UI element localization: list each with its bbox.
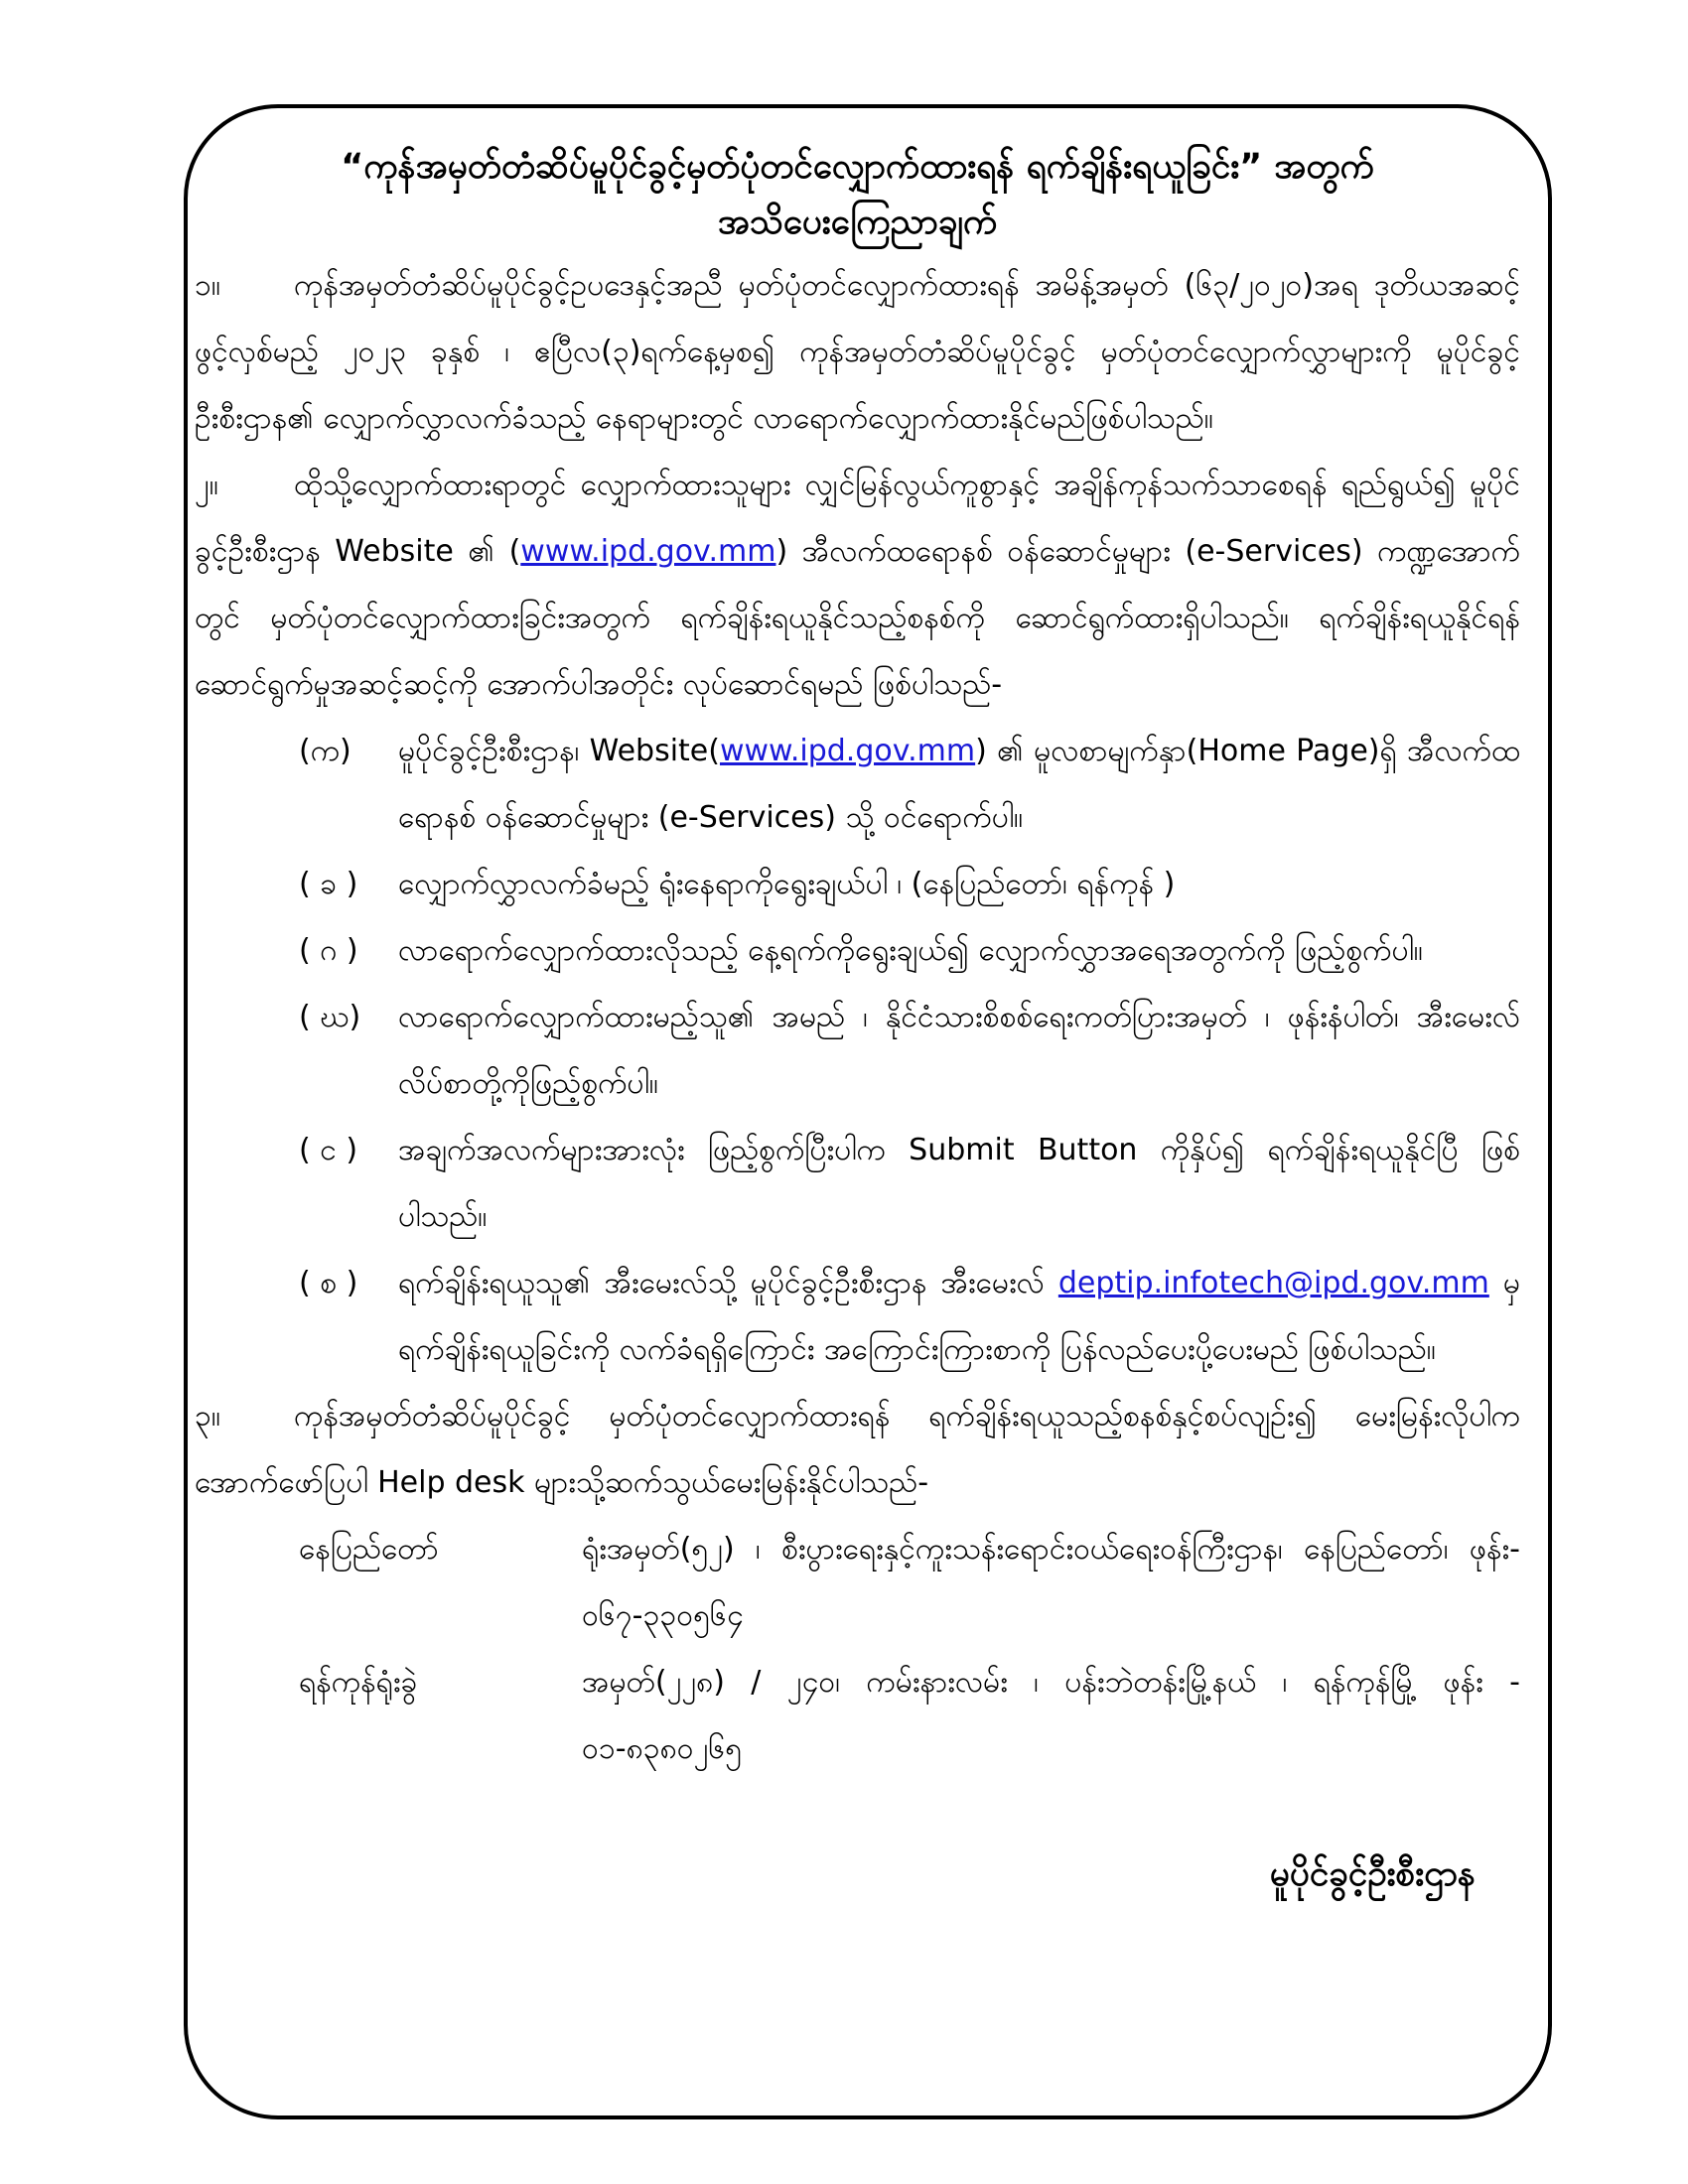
paragraph-2 <box>195 452 1520 718</box>
paragraph-3 <box>195 1383 1520 1516</box>
paragraph-text: ကုန်အမှတ်တံဆိပ်မူပိုင်ခွင့် မှတ်ပုံတင်လျှောက်ထားရန် ရက်ချိန်းရယူသည့်စနစ်နှင့်စပ်လျဉ်း၍ မေးမြန်းလိုပါက အောက်ဖော်ပြပါ Help desk များသို့ဆက်သွယ်မေးမြန်းနိုင်ပါသည်- <box>195 1399 1520 1500</box>
step-text: လျှောက်လွှာလက်ခံမည့် ရုံးနေရာကိုရွေးချယ်ပါ ၊ (နေပြည်တော်၊ ရန်ကုန် ) <box>398 867 1176 901</box>
step-marker: ( ဃ) <box>299 1000 361 1034</box>
paragraph-number: ၂။ <box>195 468 218 502</box>
website-link[interactable]: www.ipd.gov.mm <box>520 534 776 569</box>
step-marker: ( ဂ ) <box>299 933 358 968</box>
step-ga <box>299 917 1520 984</box>
step-text-part: ) ၏ မူလစာမျက်နှာ(Home Page)ရှိ အီလက်ထရောနစ် ဝန်ဆောင်မှုများ (e-Services) သို့ ဝင်ရောက်ပါ။ <box>398 734 1521 835</box>
step-text-part: ရက်ချိန်းရယူသူ၏ အီးမေးလ်သို့ မူပိုင်ခွင့်ဦးစီးဌာန အီးမေးလ် <box>398 1266 1058 1300</box>
step-text-part: မူပိုင်ခွင့်ဦးစီးဌာန၊ Website( <box>398 734 720 768</box>
step-nga <box>299 1117 1520 1250</box>
website-link[interactable]: www.ipd.gov.mm <box>719 734 976 768</box>
step-marker: ( စ ) <box>299 1266 358 1300</box>
step-marker: ( င ) <box>299 1133 358 1167</box>
step-marker: ( ခ ) <box>299 867 358 901</box>
paragraph-text: ကုန်အမှတ်တံဆိပ်မူပိုင်ခွင့်ဥပဒေနှင့်အညီ မှတ်ပုံတင်လျှောက်ထားရန် အမိန့်အမှတ် (၆၃/၂၀၂၀)အရ ဒုတိယအဆင့်ဖွင့်လှစ်မည့် ၂၀၂၃ ခုနှစ် ၊ ဧပြီလ(၃)ရက်နေ့မှစ၍ ကုန်အမှတ်တံဆိပ်မူပိုင်ခွင့် မှတ်ပုံတင်လျှောက်လွှာများကို မူပိုင်ခွင့်ဦးစီးဌာန၏ လျှောက်လွှာလက်ခံသည့် နေရာများတွင် လာရောက်လျှောက်ထားနိုင်မည်ဖြစ်ပါသည်။ <box>195 268 1520 436</box>
paragraph-text: ထိုသို့လျှောက်ထားရာတွင် လျှောက်ထားသူများ လျှင်မြန်လွယ်ကူစွာနှင့် အချိန်ကုန်သက်သာစေရန် ရည်ရွယ်၍ မူပိုင်ခွင့်ဦးစီးဌာန Website ၏ ( <box>195 468 1520 569</box>
help-desk-address: ရုံးအမှတ်(၅၂) ၊ စီးပွားရေးနှင့်ကူးသန်းရောင်းဝယ်ရေးဝန်ကြီးဌာန၊ နေပြည်တော်၊ ဖုန်း- ၀၆၇-၃၃၀၅၆၄ <box>582 1532 1520 1633</box>
paragraph-number: ၃။ <box>195 1399 220 1433</box>
help-desk-address: အမှတ်(၂၂၈) / ၂၄၀၊ ကမ်းနားလမ်း ၊ ပန်းဘဲတန်းမြို့နယ် ၊ ရန်ကုန်မြို့ ဖုန်း - ၀၁-၈၃၈၀၂၆၅ <box>582 1665 1520 1766</box>
paragraph-1 <box>195 252 1520 452</box>
help-desk-yangon <box>299 1649 1520 1782</box>
step-text-part: မှ ရက်ချိန်းရယူခြင်းကို လက်ခံရရှိကြောင်း အကြောင်းကြားစာကို ပြန်လည်ပေးပို့ပေးမည် ဖြစ်ပါသည်။ <box>398 1266 1520 1367</box>
title-line-1: “ကုန်အမှတ်တံဆိပ်မူပိုင်ခွင့်မှတ်ပုံတင်လျှောက်ထားရန် ရက်ချိန်းရယူခြင်း” အတွက် <box>341 147 1374 187</box>
announcement-title <box>195 139 1520 250</box>
issuer-signature: မူပိုင်ခွင့်ဦးစီးဌာန <box>1269 1854 1476 1894</box>
step-text: လာရောက်လျှောက်ထားလိုသည့် နေ့ရက်ကိုရွေးချယ်၍ လျှောက်လွှာအရေအတွက်ကို ဖြည့်စွက်ပါ။ <box>398 933 1423 968</box>
step-sa <box>299 1250 1520 1383</box>
help-desk-location: နေပြည်တော် <box>299 1532 439 1567</box>
step-gha <box>299 984 1520 1117</box>
step-text <box>398 718 1520 851</box>
title-line-2: အသိပေးကြေညာချက် <box>717 203 998 242</box>
help-desk-location: ရန်ကုန်ရုံးခွဲ <box>299 1665 418 1700</box>
announcement-body <box>195 139 1520 1908</box>
step-text <box>398 1250 1520 1383</box>
step-text: အချက်အလက်များအားလုံး ဖြည့်စွက်ပြီးပါက Submit Button ကိုနှိပ်၍ ရက်ချိန်းရယူနိုင်ပြီ ဖြစ်ပါသည်။ <box>398 1133 1520 1234</box>
help-desk-naypyitaw <box>299 1516 1520 1649</box>
step-marker: (က) <box>299 734 352 768</box>
step-text: လာရောက်လျှောက်ထားမည့်သူ၏ အမည် ၊ နိုင်ငံသားစိစစ်ရေးကတ်ပြားအမှတ် ၊ ဖုန်းနံပါတ်၊ အီးမေးလ် လိပ်စာတို့ကိုဖြည့်စွက်ပါ။ <box>398 1000 1520 1101</box>
step-ka <box>299 718 1520 851</box>
paragraph-number: ၁။ <box>195 268 220 303</box>
step-kha <box>299 851 1520 917</box>
email-link[interactable]: deptip.infotech@ipd.gov.mm <box>1057 1266 1489 1300</box>
paragraph-text: ) အီလက်ထရောနစ် ဝန်ဆောင်မှုများ (e-Services) ကဏ္ဍအောက်တွင် မှတ်ပုံတင်လျှောက်ထားခြင်းအတွက် ရက်ချိန်းရယူနိုင်သည့်စနစ်ကို ဆောင်ရွက်ထားရှိပါသည်။ ရက်ချိန်းရယူနိုင်ရန် ဆောင်ရွက်မှုအဆင့်ဆင့်ကို အောက်ပါအတိုင်း လုပ်ဆောင်ရမည် ဖြစ်ပါသည်- <box>195 534 1521 702</box>
